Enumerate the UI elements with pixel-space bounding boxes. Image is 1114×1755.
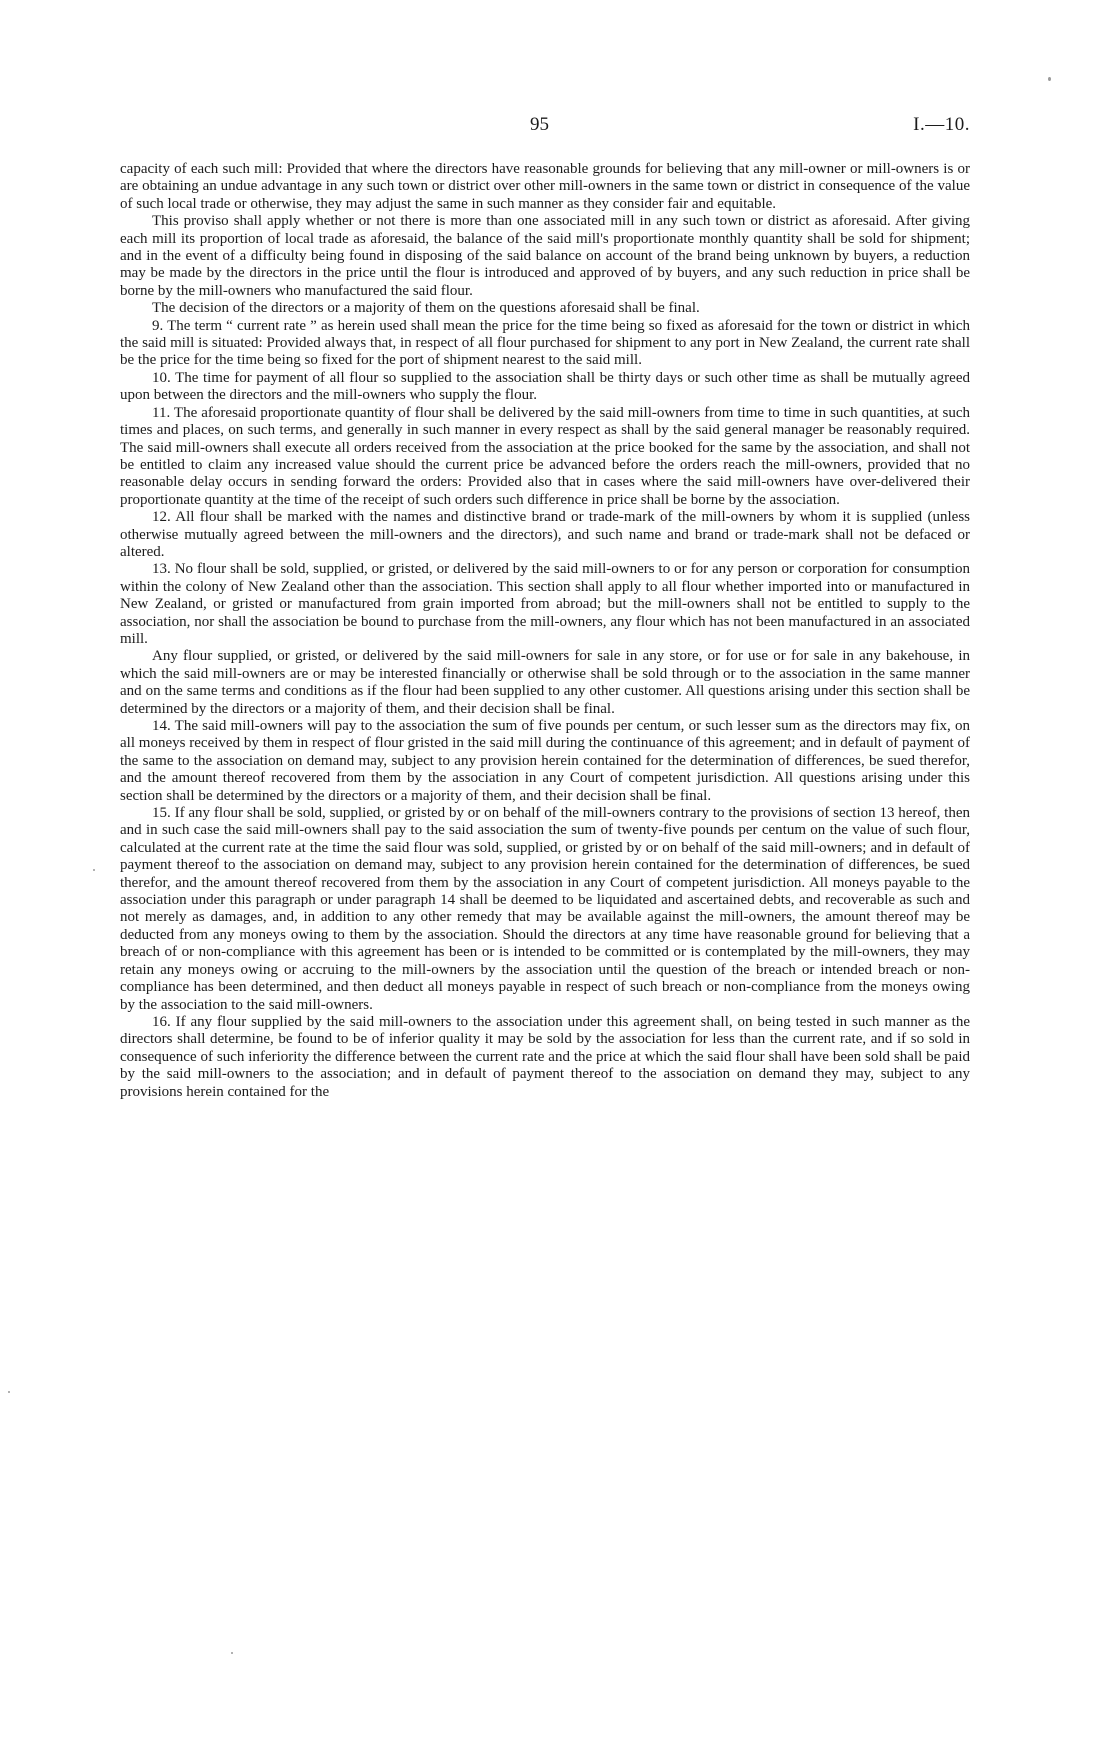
scan-speck	[231, 1652, 233, 1654]
paragraph: This proviso shall apply whether or not there is more than one associated mill in any such town or district as aforesaid. After giving each mill its proportion of local trade as aforesaid, the balance of the said mill's proportionate monthly quantity shall be sold for shipment; and in the event of a difficulty being found in disposing of the said balance on account of the brand being unknown by buyers, a reduction may be made by the directors in the price until the flour is introduced and approved of by buyers, and any such reduction in price shall be borne by the mill-owners who manufactured the said flour.	[120, 213, 970, 299]
scan-speck	[93, 869, 95, 871]
clause-13: 13. No flour shall be sold, supplied, or gristed, or delivered by the said mill-owners to or for any person or corporation for consumption within the colony of New Zealand other than the association. This section shall apply to all flour whether imported into or manufactured in New Zealand, or gristed or manufactured from grain imported from abroad; but the mill-owners shall not be entitled to supply to the association, nor shall the association be bound to purchase from the mill-owners, any flour which has not been manufactured in an associated mill.	[120, 561, 970, 647]
clause-11: 11. The aforesaid proportionate quantity of flour shall be delivered by the said mill-owners from time to time in such quantities, at such times and places, on such terms, and generally in such manner in every respect as shall by the said general manager be reasonably required. The said mill-owners shall execute all orders received from the association at the price booked for the same by the association, and shall not be entitled to claim any increased value should the current price be advanced before the orders reach the mill-owners, provided that no reasonable delay occurs in sending forward the orders: Provided also that in cases where the said mill-owners have over-delivered their proportionate quantity at the time of the receipt of such orders such difference in price shall be borne by the association.	[120, 404, 970, 508]
clause-15: 15. If any flour shall be sold, supplied, or gristed by or on behalf of the mill-owners contrary to the provisions of section 13 hereof, then and in such case the said mill-owners shall pay to the said association the sum of twenty-five pounds per centum on the value of such flour, calculated at the current rate at the time the said flour was sold, supplied, or gristed by or on behalf of the said mill-owners; and in default of payment thereof to the association on demand may, subject to any provision herein contained for the determination of differences, be sued therefor, and the amount thereof recovered from them by the association in any Court of competent jurisdiction. All moneys payable to the association under this paragraph or under paragraph 14 shall be deemed to be liquidated and ascertained debts, and recoverable as such and not merely as damages, and, in addition to any other remedy that may be available against the mill-owners, the amount thereof may be deducted from any moneys owing to them by the association. Should the directors at any time have reasonable ground for believing that a breach of or non-compliance with this agreement has been or is intended to be committed or is contemplated by the mill-owners, they may retain any moneys owing or accruing to the mill-owners by the association until the question of the breach or intended breach or non-compliance has been determined, and then deduct all moneys payable in respect of such breach or non-compliance from the moneys owing by the association to the said mill-owners.	[120, 805, 970, 1013]
clause-10: 10. The time for payment of all flour so supplied to the association shall be thirty days or such other time as shall be mutually agreed upon between the directors and the mill-owners who supply the flour.	[120, 369, 970, 404]
paragraph-continuation: capacity of each such mill: Provided that where the directors have reasonable grounds for believing that any mill-owner or mill-owners is or are obtaining an undue advantage in any such town or district over other mill-owners in the same town or district in consequence of the value of such local trade or otherwise, they may adjust the same in such manner as they consider fair and equitable.	[120, 161, 970, 212]
page-header	[120, 114, 970, 140]
paragraph: The decision of the directors or a majority of them on the questions aforesaid shall be final.	[152, 300, 700, 317]
clause-9: 9. The term “ current rate ” as herein used shall mean the price for the time being so fixed as aforesaid for the town or district in which the said mill is situated: Provided always that, in respect of all flour purchased for shipment to any port in New Zealand, the current rate shall be the price for the time being so fixed for the port of shipment nearest to the said mill.	[120, 317, 970, 369]
scan-speck	[1048, 77, 1051, 81]
paragraph: Any flour supplied, or gristed, or delivered by the said mill-owners for sale in any store, or for use or for sale in any bakehouse, in which the said mill-owners are or may be interested financially or otherwise shall be sold through or to the association in the same manner and on the same terms and conditions as if the flour had been supplied to any other customer. All questions arising under this section shall be determined by the directors or a majority of them, and their decision shall be final.	[120, 648, 970, 717]
page-number: 95	[530, 114, 549, 135]
document-reference: I.—10.	[913, 114, 970, 135]
scan-speck	[8, 1391, 10, 1393]
clause-16: 16. If any flour supplied by the said mill-owners to the association under this agreement shall, on being tested in such manner as the directors shall determine, be found to be of inferior quality it may be sold by the association for less than the current rate, and if so sold in consequence of such inferiority the difference between the current rate and the price at which the said flour shall have been sold shall be paid by the said mill-owners to the association; and in default of payment thereof to the association on demand they may, subject to any provisions herein contained for the	[120, 1013, 970, 1100]
body-text	[120, 161, 970, 1101]
clause-14: 14. The said mill-owners will pay to the association the sum of five pounds per centum, or such lesser sum as the directors may fix, on all moneys received by them in respect of flour gristed in the said mill during the continuance of this agreement; and in default of payment of the same to the association on demand may, subject to any provision herein contained for the determination of differences, be sued therefor, and the amount thereof recovered from them by the association in any Court of competent jurisdiction. All questions arising under this section shall be determined by the directors or a majority of them, and their decision shall be final.	[120, 718, 970, 804]
clause-12: 12. All flour shall be marked with the names and distinctive brand or trade-mark of the mill-owners by whom it is supplied (unless otherwise mutually agreed between the mill-owners and the directors), and such name and brand or trade-mark shall not be defaced or altered.	[120, 509, 970, 560]
